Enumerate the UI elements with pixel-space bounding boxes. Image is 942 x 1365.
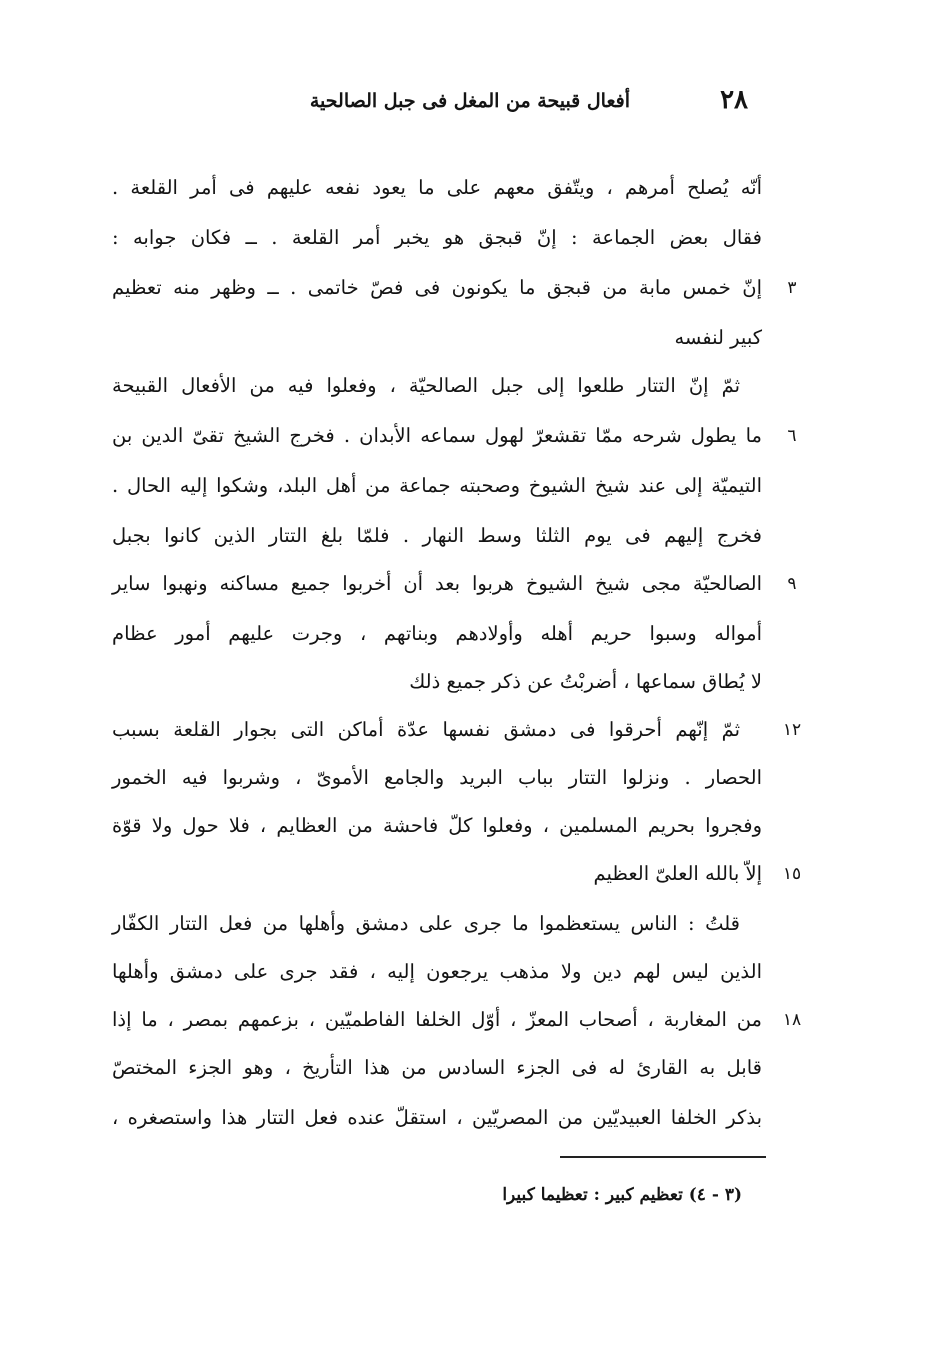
text-line (112, 168, 762, 208)
text-line (112, 218, 762, 258)
text-line-content: التيميّة إلى عند شيخ الشيوخ وصحبته جماعة من أهل البلد، وشكوا إليه الحال . (112, 474, 762, 497)
footnote: (٣ - ٤) تعظيم كبير : تعظيما كبيرا (502, 1185, 742, 1205)
text-line (112, 268, 762, 308)
text-line-content: إنّ خمس مابة من قبجق ما يكونون فى فصّ خاتمى . ــ وظهر منه تعظيم (112, 276, 762, 299)
text-line (112, 1098, 762, 1138)
text-line-content: الذين ليس لهم دين ولا مذهب يرجعون إليه ، فقد جرى على دمشق وأهلها (112, 960, 762, 983)
footnote-rule (560, 1156, 766, 1158)
text-line (112, 466, 762, 506)
text-line (112, 366, 762, 406)
text-line (112, 416, 762, 456)
text-line-content: قابل به القارئ له فى الجزء السادس من هذا التأريخ ، وهو الجزء المختصّ (112, 1056, 762, 1079)
line-number: ١٢ (782, 720, 802, 740)
line-number: ١٨ (782, 1010, 802, 1030)
line-number: ٩ (787, 574, 797, 594)
page-number: ٢٨ (720, 85, 748, 115)
text-line-content: قلتُ : الناس يستعظموا ما جرى على دمشق وأهلها من فعل التتار الكفّار (112, 912, 740, 935)
text-line (112, 516, 762, 556)
text-line-content: من المغاربة ، أصحاب المعزّ ، أوّل الخلفا الفاطميّين ، بزعمهم بمصر ، ما إذا (112, 1008, 762, 1031)
page-header (230, 82, 770, 122)
line-number: ٦ (787, 426, 797, 446)
text-line-content: إلاّ بالله العلىّ العظيم (593, 862, 762, 885)
text-line-content: أمواله وسبوا حريم أهله وأولادهم وبناتهم ، وجرت عليهم أمور عظام (112, 622, 762, 645)
text-line-content: فخرج إليهم فى يوم الثلثا وسط النهار . فلمّا بلغ التتار الذين كانوا بجبل (112, 524, 762, 547)
running-title: أفعال قبيحة من المغل فى جبل الصالحية (309, 90, 630, 112)
text-line (112, 952, 762, 992)
line-number: ٣ (787, 278, 797, 298)
line-number: ١٥ (782, 864, 802, 884)
text-line (112, 1048, 762, 1088)
text-line (112, 806, 762, 846)
text-line (112, 1000, 762, 1040)
text-line-content: كبير لنفسه (674, 326, 762, 349)
text-line-content: فقال بعض الجماعة : إنّ قبجق هو يخبر أمر القلعة . ــ فكان جوابه : (112, 226, 762, 249)
text-line (112, 758, 762, 798)
text-line (112, 564, 762, 604)
text-line-content: ما يطول شرحه ممّا تقشعرّ لهول سماعه الأبدان . فخرج الشيخ تقىّ الدين بن (112, 424, 762, 447)
text-line-content: الحصار . ونزلوا التتار بباب البريد والجامع الأموىّ ، وشربوا فيه الخمور (112, 766, 762, 789)
text-line (112, 710, 762, 750)
text-line-content: وفجروا بحريم المسلمين ، وفعلوا كلّ فاحشة من العظايم ، فلا حول ولا قوّة (112, 814, 762, 837)
text-line-content: الصالحيّة مجى شيخ الشيوخ هربوا بعد أن أخربوا جميع مساكنه ونهبوا ساير (112, 572, 762, 595)
text-line (112, 662, 762, 702)
text-line (112, 904, 762, 944)
text-line-content: لا يُطاق سماعها ، أضربْتُ عن ذكر جميع ذلك (409, 670, 762, 693)
text-line (112, 854, 762, 894)
text-line (112, 614, 762, 654)
text-line (112, 318, 762, 358)
text-line-content: بذكر الخلفا العبيديّين من المصريّين ، استقلّ عنده فعل التتار هذا واستصغره ، (112, 1106, 762, 1129)
text-line-content: ثمّ إنّهم أحرقوا فى دمشق نفسها عدّة أماكن التى بجوار القلعة بسبب (112, 718, 740, 741)
text-line-content: ثمّ إنّ التتار طلعوا إلى جبل الصالحيّة ، وفعلوا فيه من الأفعال القبيحة (112, 374, 740, 397)
text-line-content: أنّه يُصلح أمرهم ، ويتّفق معهم على ما يعود نفعه عليهم فى أمر القلعة . (112, 176, 762, 199)
